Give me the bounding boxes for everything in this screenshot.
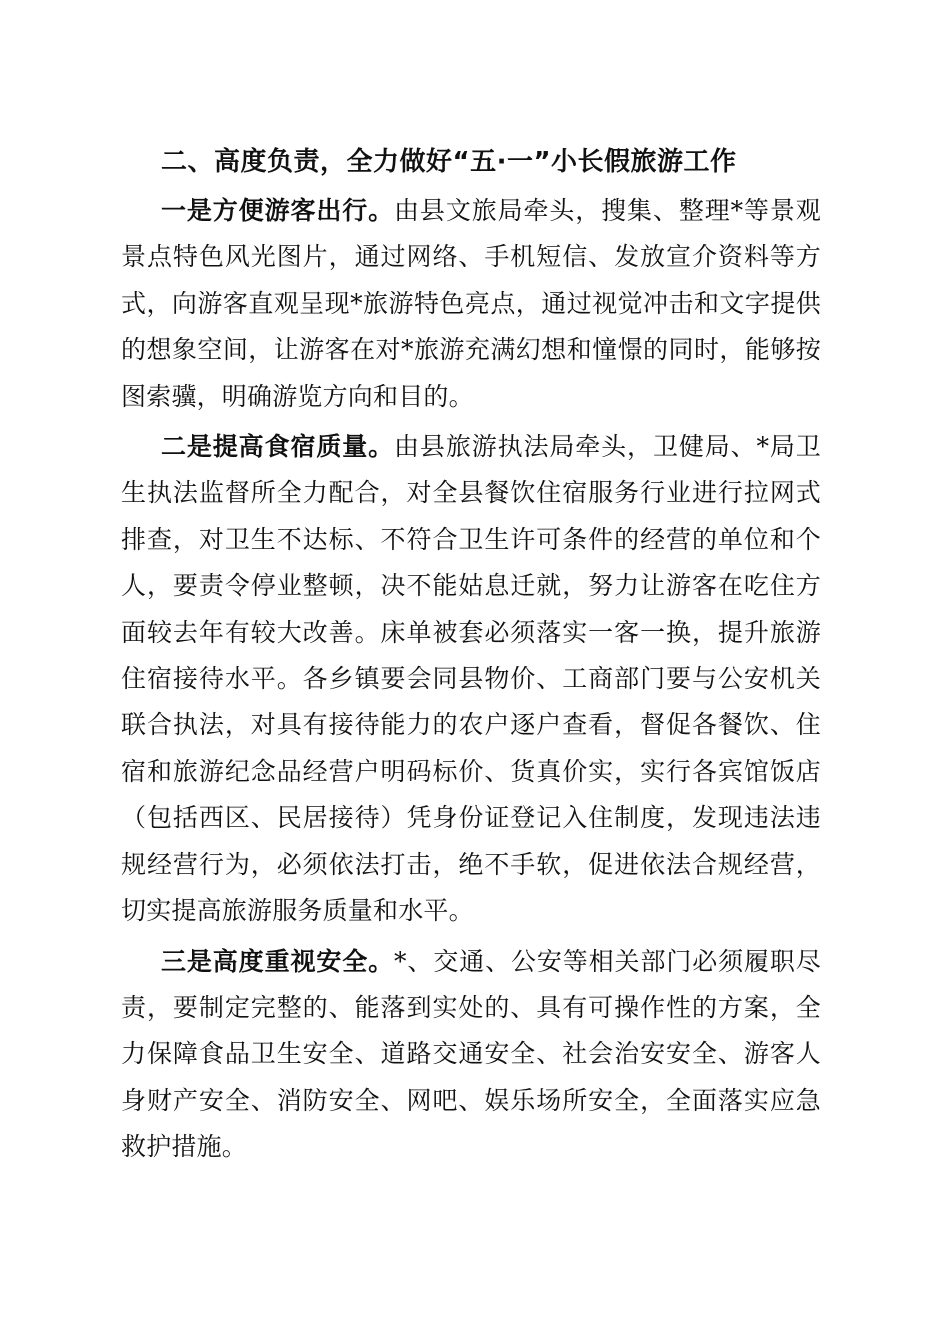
- paragraph-body: *、交通、公安等相关部门必须履职尽责，要制定完整的、能落到实处的、具有可操作性的方案，全力保障食品卫生安全、道路交通安全、社会治安安全、游客人身财产安全、消防安全、网吧、娱乐场所安全，全面落实应急救护措施。: [121, 946, 821, 1162]
- paragraph-safety: [121, 939, 821, 1171]
- paragraph-lead: 一是方便游客出行。: [161, 196, 395, 225]
- document-page: [121, 140, 821, 1171]
- paragraph-lead: 二是提高食宿质量。: [161, 432, 395, 462]
- paragraph-food-lodging: [121, 424, 821, 934]
- paragraph-travel-convenience: [121, 188, 821, 420]
- paragraph-body: 由县文旅局牵头，搜集、整理*等景观景点特色风光图片，通过网络、手机短信、发放宣介资料等方式，向游客直观呈现*旅游特色亮点，通过视觉冲击和文字提供的想象空间，让游客在对*旅游充满幻想和憧憬的同时，能够按图索骥，明确游览方向和目的。: [121, 196, 821, 411]
- paragraph-lead: 三是高度重视安全。: [161, 946, 395, 976]
- paragraph-body: 由县旅游执法局牵头，卫健局、*局卫生执法监督所全力配合，对全县餐饮住宿服务行业进行拉网式排查，对卫生不达标、不符合卫生许可条件的经营的单位和个人，要责令停业整顿，决不能姑息迁就，努力让游客在吃住方面较去年有较大改善。床单被套必须落实一客一换，提升旅游住宿接待水平。各乡镇要会同县物价、工商部门要与公安机关联合执法，对具有接待能力的农户逐户查看，督促各餐饮、住宿和旅游纪念品经营户明码标价、货真价实，实行各宾馆饭店（包括西区、民居接待）凭身份证登记入住制度，发现违法违规经营行为，必须依法打击，绝不手软，促进依法合规经营，切实提高旅游服务质量和水平。: [121, 432, 821, 926]
- section-heading: 二、高度负责，全力做好“五·一”小长假旅游工作: [161, 147, 737, 177]
